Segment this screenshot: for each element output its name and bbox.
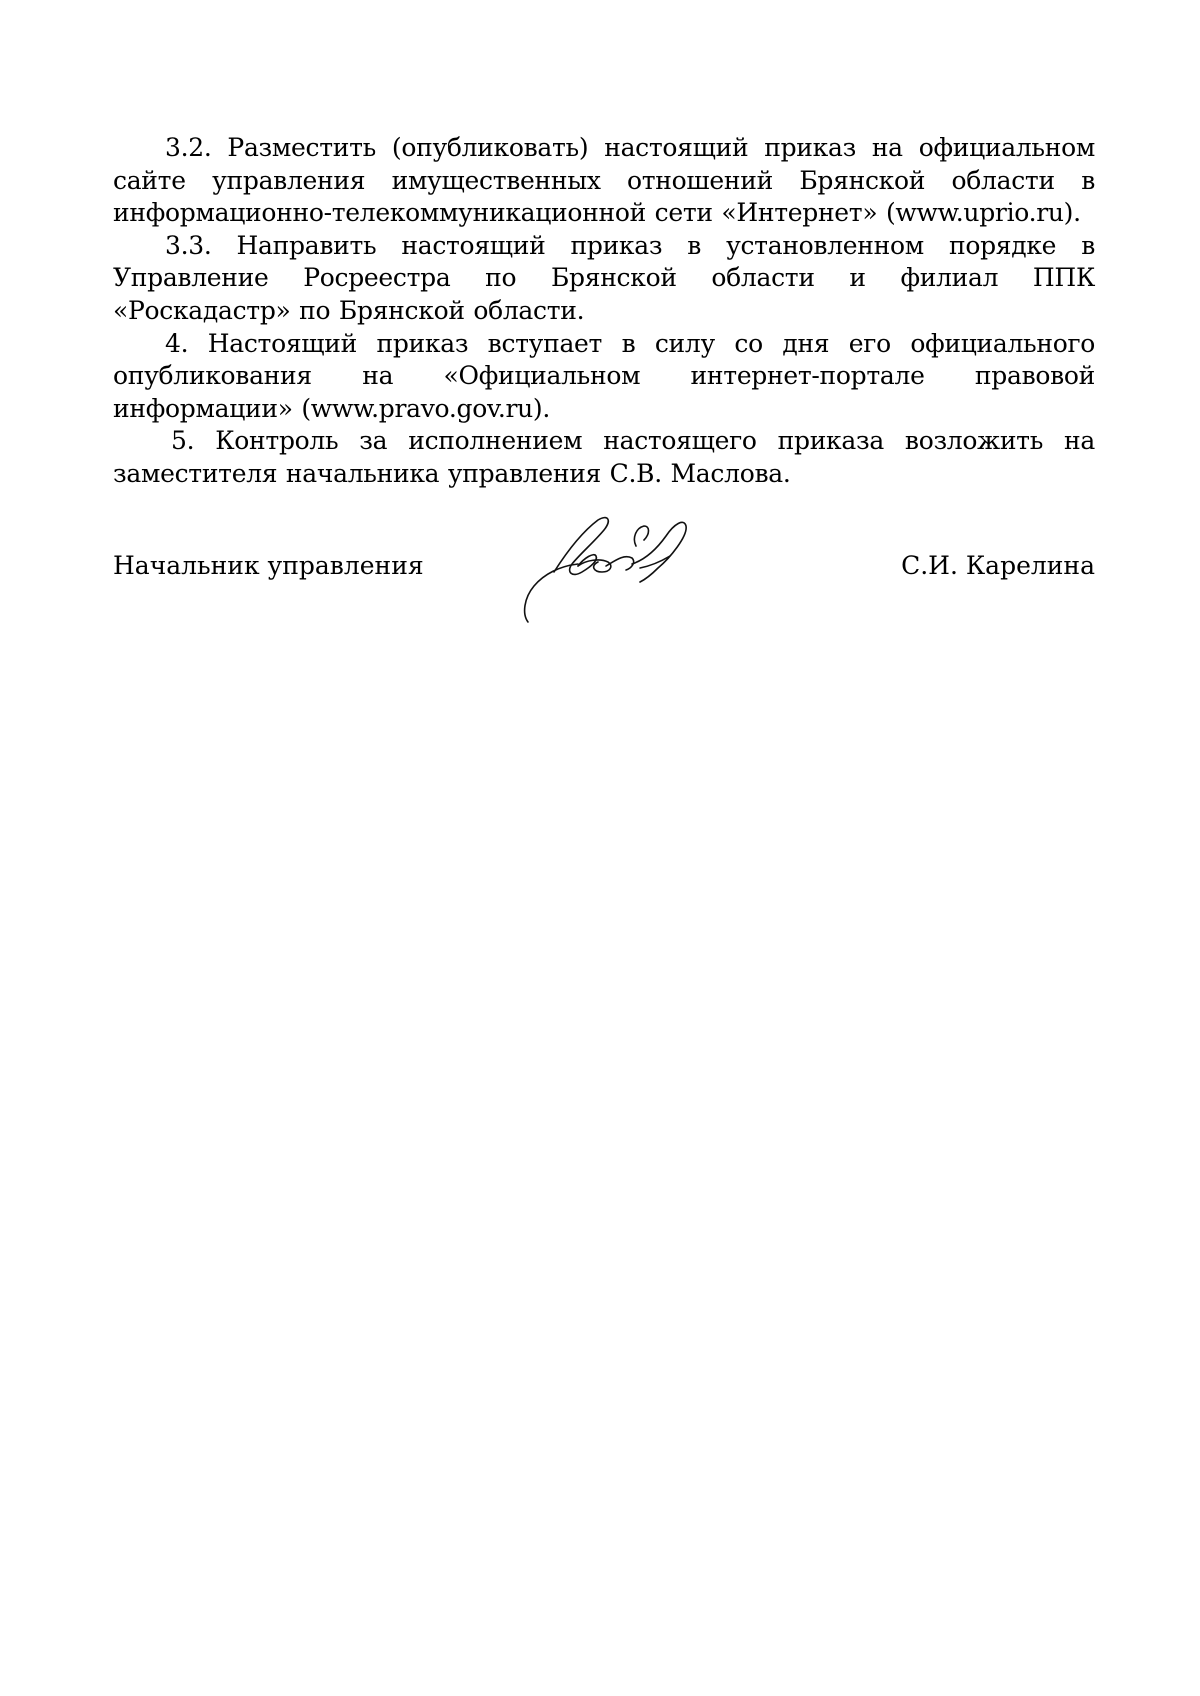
paragraph-4: 4. Настоящий приказ вступает в силу со дня его официального опубликования на «Официальном интернет-портале правовой информации» (www.pravo.gov.ru). (113, 328, 1095, 423)
paragraph-3-3: 3.3. Направить настоящий приказ в установленном порядке в Управление Росреестра по Брянской области и филиал ППК «Роскадастр» по Брянской области. (113, 230, 1095, 325)
handwritten-signature (520, 510, 700, 625)
paragraph-3-2: 3.2. Разместить (опубликовать) настоящий приказ на официальном сайте управления имущественных отношений Брянской области в информационно-телекоммуникационной сети «Интернет» (www.uprio.ru). (113, 133, 1095, 228)
signatory-position: Начальник управления (113, 551, 424, 580)
signatory-name: С.И. Карелина (901, 551, 1095, 580)
paragraph-5: 5. Контроль за исполнением настоящего приказа возложить на заместителя начальника управления С.В. Маслова. (113, 426, 1095, 488)
document-body (113, 132, 1095, 491)
